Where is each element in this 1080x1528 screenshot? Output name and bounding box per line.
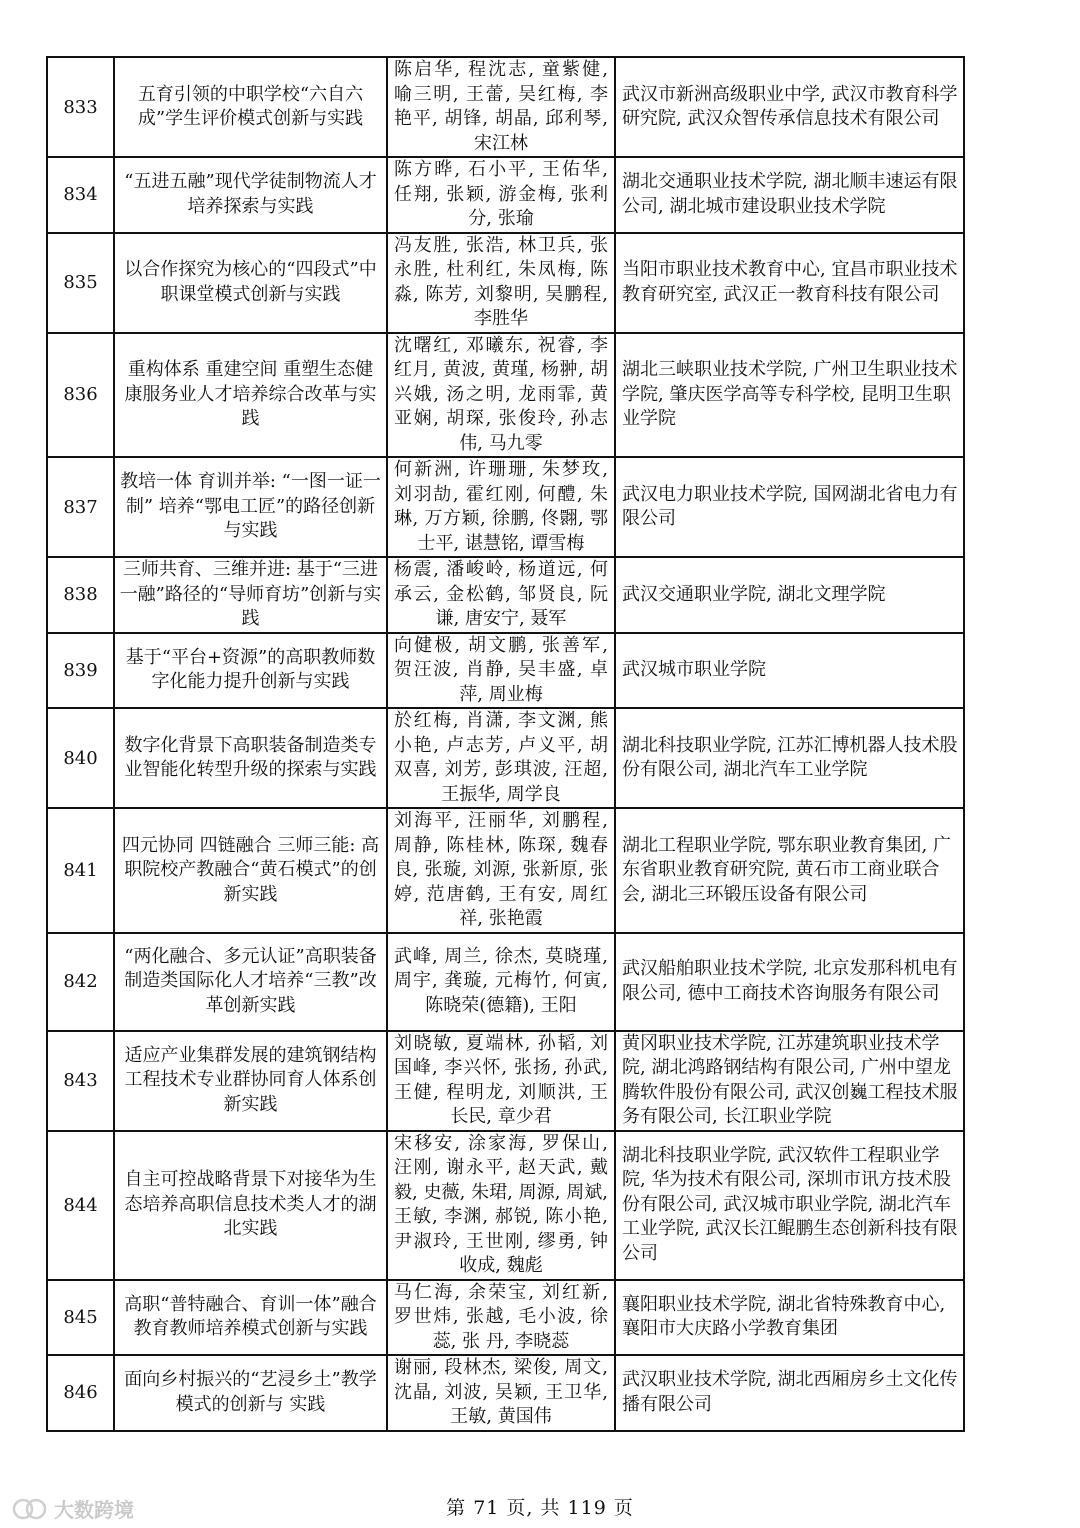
organizations: 武汉城市职业学院	[622, 659, 766, 680]
organizations: 武汉交通职业学院, 湖北文理学院	[622, 583, 886, 605]
table-row	[47, 708, 964, 808]
project-title: 三师共育、三维并进: 基于“三进一融”路径的“导师育坊”创新与实践	[119, 559, 382, 629]
organizations: 湖北交通职业技术学院, 湖北顺丰速运有限公司, 湖北城市建设职业技术学院	[622, 171, 958, 217]
team-members: 何新洲, 许珊珊, 朱梦玫, 刘羽劼, 霍红刚, 何醴, 朱琳, 万方颖, 徐鹏, 佟翾, 鄂士平, 谌慧铭, 谭雪梅	[394, 459, 608, 554]
project-title: 教培一体 育训并举: “一图一证一制” 培养“鄂电工匠”的路径创新与实践	[120, 471, 381, 542]
table-row	[47, 233, 964, 333]
table-row	[47, 633, 964, 709]
row-number: 840	[47, 708, 114, 808]
page-number: 第 71 页, 共 119 页	[446, 1497, 634, 1519]
table-row	[47, 333, 964, 458]
team-members: 陈启华, 程沈志, 童紫健, 喻三明, 王蕾, 吴红梅, 李艳平, 胡锋, 胡晶, 邱利琴, 宋江林	[394, 59, 608, 154]
project-title: 面向乡村振兴的“艺浸乡土”教学模式的创新与 实践	[124, 1369, 377, 1415]
project-title: “两化融合、多元认证”高职装备制造类国际化人才培养“三教”改革创新实践	[124, 945, 377, 1016]
organizations: 湖北科技职业学院, 江苏汇博机器人技术股份有限公司, 湖北汽车工业学院	[622, 734, 958, 780]
row-number: 838	[47, 557, 114, 633]
project-title: 以合作探究为核心的“四段式”中职课堂模式创新与实践	[124, 259, 377, 305]
team-members: 於红梅, 肖潇, 李文渊, 熊小艳, 卢志芳, 卢义平, 胡双喜, 刘芳, 彭琪波, 汪超, 王振华, 周学良	[394, 710, 608, 805]
organizations: 武汉电力职业技术学院, 国网湖北省电力有限公司	[622, 483, 958, 529]
project-title: 五育引领的中职学校“六自六成”学生评价模式创新与实践	[137, 83, 364, 129]
project-title: 适应产业集群发展的建筑钢结构工程技术专业群协同育人体系创新实践	[124, 1044, 377, 1115]
team-members: 杨震, 潘峻岭, 杨道远, 何承云, 金松鹤, 邹贤良, 阮谦, 唐安宁, 聂军	[394, 559, 608, 629]
table-row	[47, 557, 964, 633]
watermark	[12, 1494, 134, 1523]
table-row	[47, 57, 964, 157]
table-row	[47, 157, 964, 233]
table-row	[47, 1131, 964, 1280]
team-members: 谢丽, 段林杰, 梁俊, 周文, 沈晶, 刘波, 吴颖, 王卫华, 王敏, 黄国伟	[394, 1357, 608, 1427]
row-number: 834	[47, 157, 114, 233]
row-number: 845	[47, 1280, 114, 1356]
team-members: 沈曙红, 邓曦东, 祝睿, 李红月, 黄波, 黄瑾, 杨翀, 胡兴娥, 汤之明, 龙雨霏, 黄亚娴, 胡琛, 张俊玲, 孙志伟, 马九零	[394, 334, 608, 454]
project-title: 重构体系 重建空间 重塑生态健康服务业人才培养综合改革与实践	[124, 359, 377, 429]
organizations: 湖北三峡职业技术学院, 广州卫生职业技术学院, 肇庆医学高等专科学校, 昆明卫生职业学院	[622, 359, 958, 429]
organizations: 当阳市职业技术教育中心, 宜昌市职业技术教育研究室, 武汉正一教育科技有限公司	[622, 259, 958, 305]
brand-logo-icon	[12, 1498, 48, 1520]
team-members: 刘海平, 汪丽华, 刘鹏程, 周静, 陈桂林, 陈琛, 魏春良, 张璇, 刘源, 张新原, 张婷, 范唐鹤, 王有安, 周红祥, 张艳霞	[394, 810, 608, 929]
table-row	[47, 1355, 964, 1431]
project-title: 高职“普特融合、育训一体”融合教育教师培养模式创新与实践	[124, 1293, 377, 1340]
project-title: 四元协同 四链融合 三师三能: 高职院校产教融合“黄石模式”的创新实践	[121, 834, 380, 905]
project-title: 基于“平台+资源”的高职教师数字化能力提升创新与实践	[125, 646, 376, 693]
project-title: 自主可控战略背景下对接华为生态培养高职信息技术类人才的湖北实践	[124, 1169, 377, 1240]
row-number: 835	[47, 233, 114, 333]
table-row	[47, 1031, 964, 1131]
row-number: 836	[47, 333, 114, 458]
row-number: 833	[47, 57, 114, 157]
row-number: 844	[47, 1131, 114, 1280]
organizations: 黄冈职业技术学院, 江苏建筑职业技术学院, 湖北鸿路钢结构有限公司, 广州中望龙腾软件股份有限公司, 武汉创巍工程技术服务有限公司, 长江职业学院	[622, 1032, 958, 1127]
table-row	[47, 933, 964, 1031]
organizations: 武汉市新洲高级职业中学, 武汉市教育科学研究院, 武汉众智传承信息技术有限公司	[622, 83, 958, 129]
project-title: “五进五融”现代学徒制物流人才培养探索与实践	[124, 171, 377, 217]
organizations: 湖北科技职业学院, 武汉软件工程职业学院, 华为技术有限公司, 深圳市讯方技术股份有限公司, 武汉城市职业学院, 湖北汽车工业学院, 武汉长江鲲鹏生态创新科技有限公司	[622, 1144, 958, 1264]
row-number: 843	[47, 1031, 114, 1131]
team-members: 向健极, 胡文鹏, 张善军, 贺汪波, 肖静, 吴丰盛, 卓萍, 周业梅	[394, 634, 608, 705]
organizations: 襄阳职业技术学院, 湖北省特殊教育中心, 襄阳市大庆路小学教育集团	[622, 1293, 946, 1340]
team-members: 冯友胜, 张浩, 林卫兵, 张永胜, 杜利红, 朱凤梅, 陈淼, 陈芳, 刘黎明, 吴鹏程, 李胜华	[394, 234, 608, 329]
row-number: 837	[47, 457, 114, 557]
organizations: 武汉船舶职业技术学院, 北京发那科机电有限公司, 德中工商技术咨询服务有限公司	[622, 958, 958, 1004]
team-members: 马仁海, 余荣宝, 刘红新, 罗世炜, 张越, 毛小波, 徐蕊, 张 丹, 李晓蕊	[394, 1281, 608, 1352]
organizations: 湖北工程职业学院, 鄂东职业教育集团, 广东省职业教育研究院, 黄石市工商业联合会, 湖北三环锻压设备有限公司	[622, 834, 951, 905]
row-number: 841	[47, 808, 114, 933]
team-members: 宋移安, 涂家海, 罗保山, 汪刚, 谢永平, 赵天武, 戴毅, 史薇, 朱珺, 周源, 周斌, 王敏, 李渊, 郝锐, 陈小艳, 尹淑玲, 王世刚, 缪勇, 钟收成, 魏彪	[394, 1132, 608, 1276]
row-number: 846	[47, 1355, 114, 1431]
watermark-text: 大数跨境	[54, 1498, 134, 1522]
row-number: 842	[47, 933, 114, 1031]
row-number: 839	[47, 633, 114, 709]
table-row	[47, 1280, 964, 1356]
project-title: 数字化背景下高职装备制造类专业智能化转型升级的探索与实践	[124, 734, 377, 780]
awards-table	[46, 56, 965, 1432]
team-members: 武峰, 周兰, 徐杰, 莫晓瑾, 周宇, 龚璇, 元梅竹, 何寅, 陈晓荣(德籍), 王阳	[394, 945, 608, 1016]
team-members: 刘晓敏, 夏端林, 孙韬, 刘国峰, 李兴怀, 张扬, 孙武, 王健, 程明龙, 刘顺洪, 王长民, 章少君	[394, 1032, 608, 1127]
table-row	[47, 808, 964, 933]
team-members: 陈方晔, 石小平, 王佑华, 任翔, 张颖, 游金梅, 张利分, 张瑜	[394, 159, 608, 229]
organizations: 武汉职业技术学院, 湖北西厢房乡土文化传播有限公司	[622, 1369, 958, 1415]
table-row	[47, 457, 964, 557]
